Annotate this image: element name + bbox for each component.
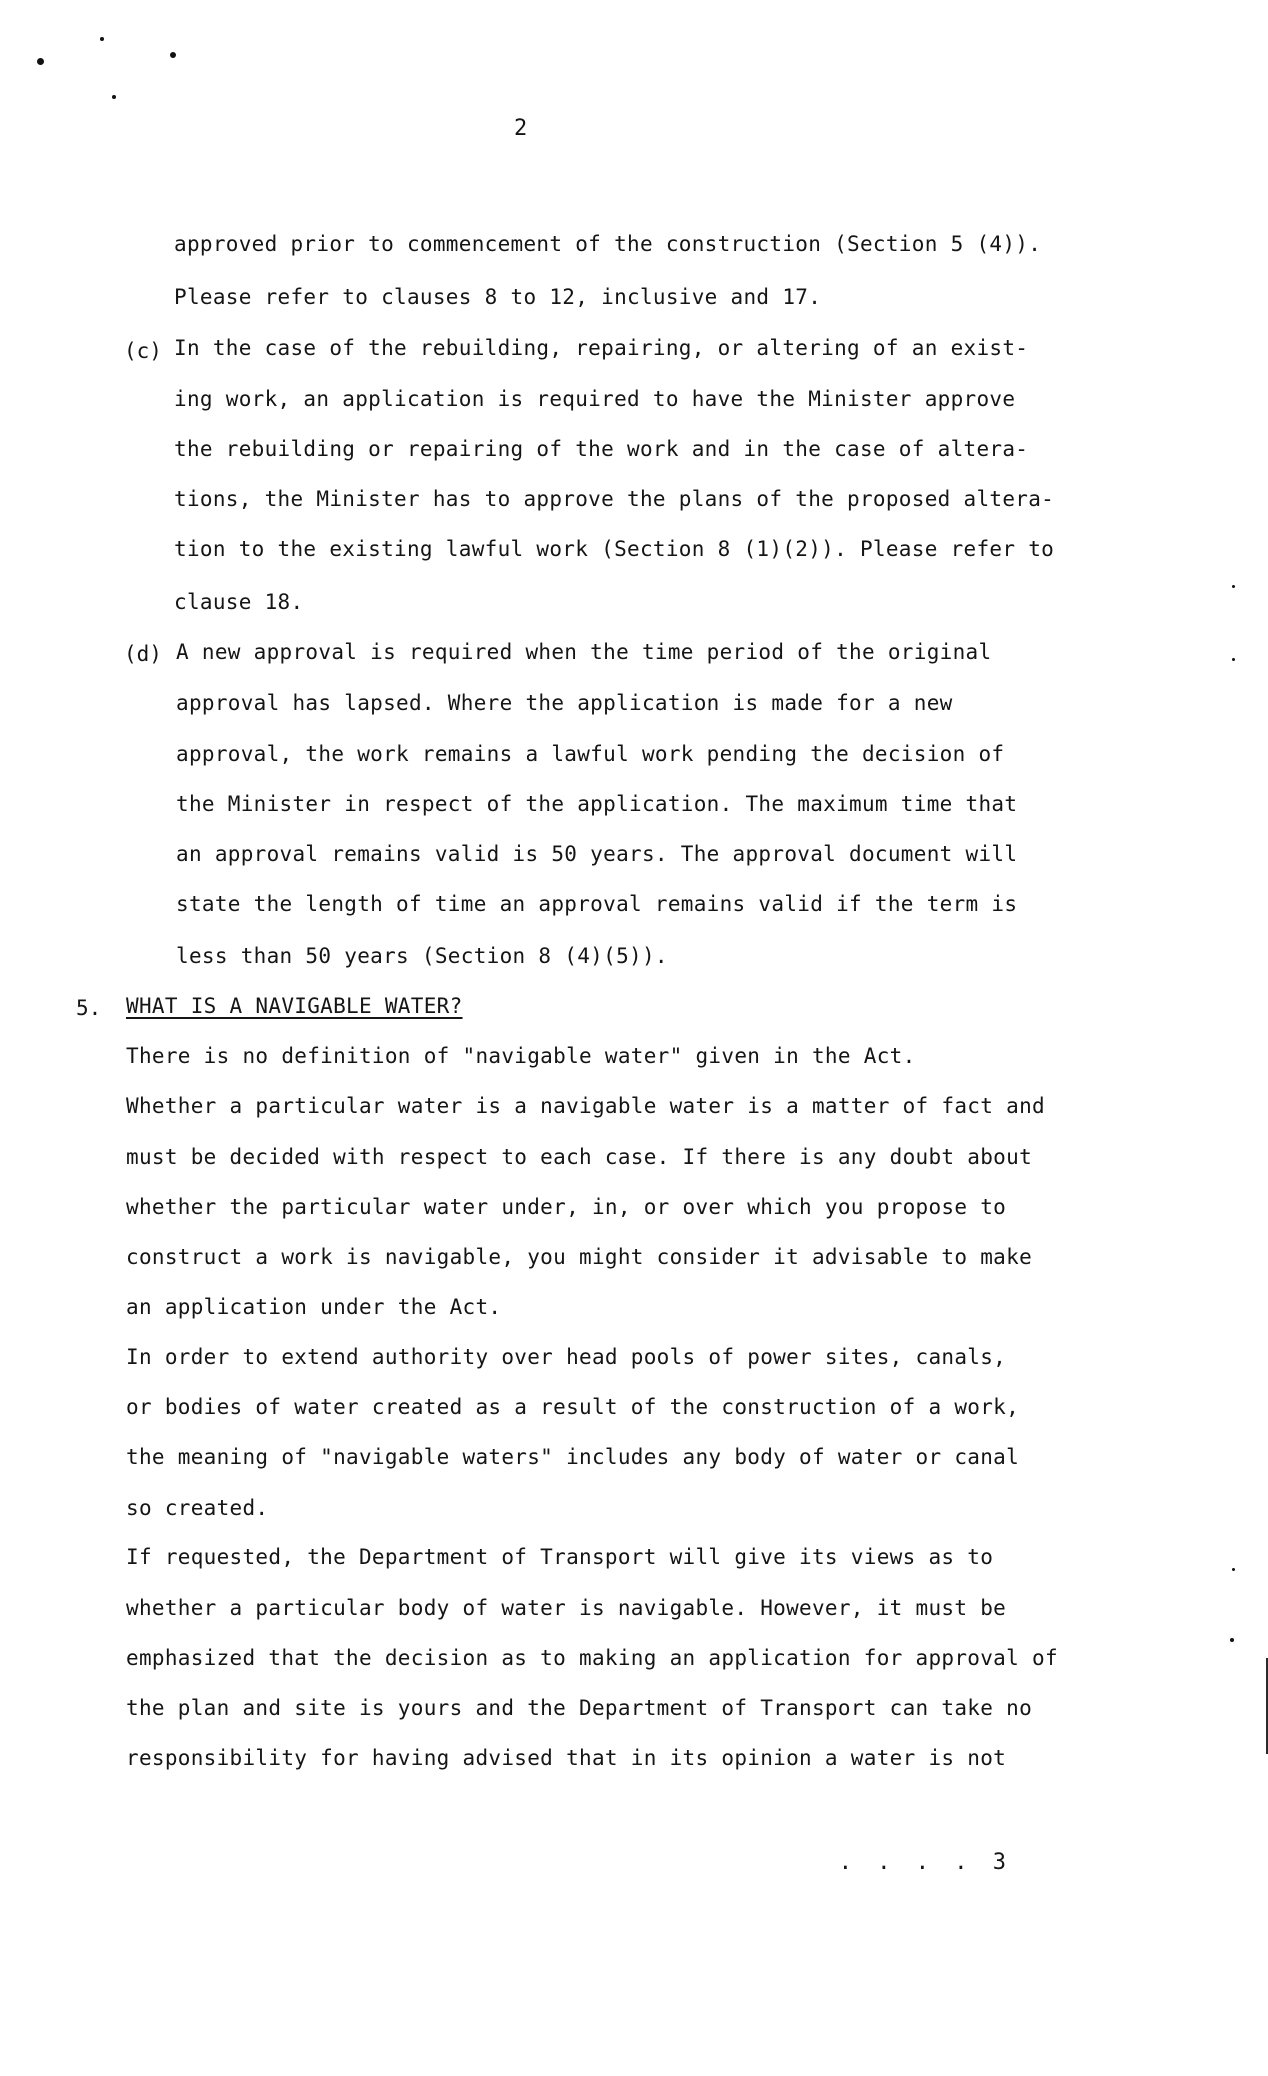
scan-speck xyxy=(1232,585,1235,588)
text-line: so created. xyxy=(126,1496,269,1520)
text-line: Please refer to clauses 8 to 12, inclusive and 17. xyxy=(174,285,822,309)
section-heading: WHAT IS A NAVIGABLE WATER? xyxy=(126,994,463,1018)
text-line: tions, the Minister has to approve the plans of the proposed altera- xyxy=(174,487,1055,511)
scan-speck xyxy=(170,52,176,58)
text-line: In the case of the rebuilding, repairing, or altering of an exist- xyxy=(174,336,1029,360)
text-line: the Minister in respect of the application. The maximum time that xyxy=(176,792,1018,816)
text-line: ing work, an application is required to have the Minister approve xyxy=(174,387,1016,411)
text-line: tion to the existing lawful work (Section 8 (1)(2)). Please refer to xyxy=(174,537,1055,561)
scan-speck xyxy=(1232,658,1235,661)
text-line: whether the particular water under, in, or over which you propose to xyxy=(126,1195,1007,1219)
text-line: the plan and site is yours and the Department of Transport can take no xyxy=(126,1696,1033,1720)
text-line: A new approval is required when the time period of the original xyxy=(176,640,992,664)
scan-speck xyxy=(100,37,104,41)
scan-speck xyxy=(1230,1638,1234,1642)
text-line: approval, the work remains a lawful work pending the decision of xyxy=(176,742,1005,766)
text-line: There is no definition of "navigable water" given in the Act. xyxy=(126,1044,916,1068)
page-number: 2 xyxy=(514,116,528,141)
text-line: whether a particular body of water is navigable. However, it must be xyxy=(126,1596,1007,1620)
text-line: In order to extend authority over head pools of power sites, canals, xyxy=(126,1345,1007,1369)
text-line: state the length of time an approval remains valid if the term is xyxy=(176,892,1018,916)
scan-speck xyxy=(1232,1568,1235,1571)
item-label-d: (d) xyxy=(124,642,162,666)
text-line: the meaning of "navigable waters" includes any body of water or canal xyxy=(126,1445,1020,1469)
text-line: If requested, the Department of Transport will give its views as to xyxy=(126,1545,994,1569)
text-line: an application under the Act. xyxy=(126,1295,502,1319)
scan-speck xyxy=(37,58,44,65)
text-line: must be decided with respect to each case. If there is any doubt about xyxy=(126,1145,1033,1169)
text-line: the rebuilding or repairing of the work and in the case of altera- xyxy=(174,437,1029,461)
text-line: approved prior to commencement of the construction (Section 5 (4)). xyxy=(174,232,1042,256)
item-label-c: (c) xyxy=(124,339,162,363)
text-line: Whether a particular water is a navigable water is a matter of fact and xyxy=(126,1094,1045,1118)
scan-speck xyxy=(112,95,116,99)
text-line: responsibility for having advised that in its opinion a water is not xyxy=(126,1746,1007,1770)
text-line: clause 18. xyxy=(174,590,304,614)
section-number: 5. xyxy=(76,996,102,1020)
continuation-marker: . . . . 3 xyxy=(838,1850,1012,1875)
text-line: or bodies of water created as a result of the construction of a work, xyxy=(126,1395,1020,1419)
text-line: an approval remains valid is 50 years. The approval document will xyxy=(176,842,1018,866)
text-line: approval has lapsed. Where the application is made for a new xyxy=(176,691,953,715)
text-line: construct a work is navigable, you might consider it advisable to make xyxy=(126,1245,1033,1269)
text-line: emphasized that the decision as to making an application for approval of xyxy=(126,1646,1058,1670)
text-line: less than 50 years (Section 8 (4)(5)). xyxy=(176,944,668,968)
